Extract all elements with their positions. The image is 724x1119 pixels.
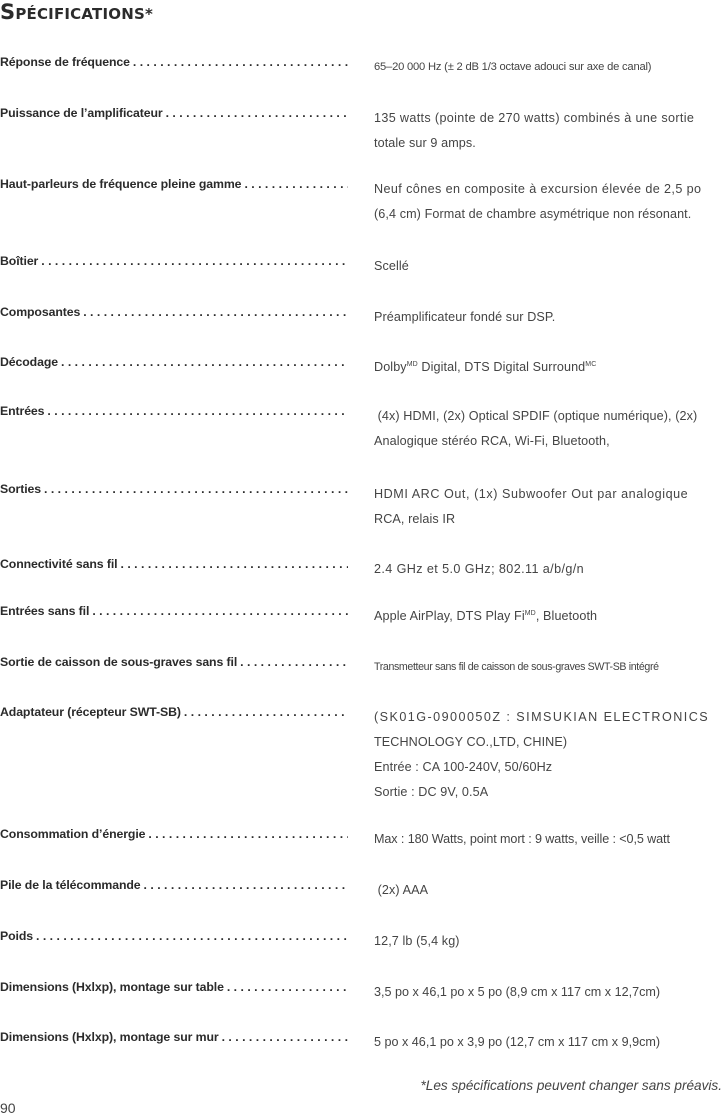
spec-label: Composantes bbox=[0, 305, 81, 319]
page-number: 90 bbox=[0, 1100, 16, 1116]
spec-label: Entrées bbox=[0, 404, 45, 418]
spec-value: Apple AirPlay, DTS Play $Fi^{MD}$, Bluetooth bbox=[374, 609, 598, 623]
spec-label: Réponse de fréquence bbox=[0, 55, 130, 69]
spec-value: Préamplificateur fondé sur DSP. bbox=[374, 310, 556, 324]
spec-value: (SK01G-0900050Z : SIMSUKIAN ELECTRONICS TECHNOLOGY CO.,LTD, CHINE) Entrée : CA 100-240V, 50/60Hz Sortie : DC 9V, 0.5A bbox=[374, 710, 710, 799]
spec-label: Haut-parleurs de fréquence pleine gamme bbox=[0, 177, 242, 191]
spec-label: Poids bbox=[0, 929, 33, 943]
footnote: *Les spécifications peuvent changer sans préavis. bbox=[420, 1078, 722, 1093]
spec-value: Scellé bbox=[374, 259, 409, 273]
page-title: SPÉCIFICATIONS* bbox=[0, 0, 154, 24]
spec-value: HDMI ARC Out, (1x) Subwoofer Out par analogique RCA, relais IR bbox=[374, 487, 689, 526]
spec-value: 2.4 GHz et 5.0 GHz; 802.11 a/b/g/n bbox=[374, 562, 585, 576]
spec-value: Transmetteur sans fil de caisson de sous-graves SWT-SB intégré bbox=[374, 661, 659, 673]
spec-value: Max : 180 Watts, point mort : 9 watts, veille : <0,5 watt bbox=[374, 832, 670, 846]
spec-value: Neuf cônes en composite à excursion élevée de 2,5 po (6,4 cm) Format de chambre asymétrique non résonant. bbox=[374, 182, 702, 221]
spec-label: Boîtier bbox=[0, 254, 39, 268]
spec-value: 3,5 po x 46,1 po x 5 po (8,9 cm x 117 cm x 12,7cm) bbox=[374, 985, 661, 999]
spec-label: Puissance de l’amplificateur bbox=[0, 106, 163, 120]
spec-label: Entrées sans fil bbox=[0, 604, 90, 618]
spec-value: (2x) AAA bbox=[374, 883, 429, 897]
spec-label: Décodage bbox=[0, 355, 58, 369]
spec-value: 5 po x 46,1 po x 3,9 po (12,7 cm x 117 cm x 9,9cm) bbox=[374, 1035, 661, 1049]
spec-label: Adaptateur (récepteur SWT-SB) bbox=[0, 705, 181, 719]
spec-label: Consommation d’énergie bbox=[0, 827, 146, 841]
spec-label: Sorties bbox=[0, 482, 41, 496]
spec-label: Dimensions (Hxlxp), montage sur mur bbox=[0, 1030, 219, 1044]
spec-label: Dimensions (Hxlxp), montage sur table bbox=[0, 980, 224, 994]
spec-value: 65–20 000 Hz (± 2 dB 1/3 octave adouci sur axe de canal) bbox=[374, 61, 652, 73]
spec-label: Connectivité sans fil bbox=[0, 557, 118, 571]
spec-value: 135 watts (pointe de 270 watts) combinés à une sortie totale sur 9 amps. bbox=[374, 111, 695, 150]
spec-value: (4x) HDMI, (2x) Optical SPDIF (optique numérique), (2x) Analogique stéréo RCA, Wi-Fi, Bluetooth, bbox=[374, 409, 698, 448]
spec-value: Dolby$^{MD}$ Digital, DTS Digital Surround$^{MC}$ bbox=[374, 360, 597, 374]
spec-label: Sortie de caisson de sous-graves sans fil bbox=[0, 655, 238, 669]
spec-value: 12,7 lb (5,4 kg) bbox=[374, 934, 460, 948]
spec-label: Pile de la télécommande bbox=[0, 878, 141, 892]
